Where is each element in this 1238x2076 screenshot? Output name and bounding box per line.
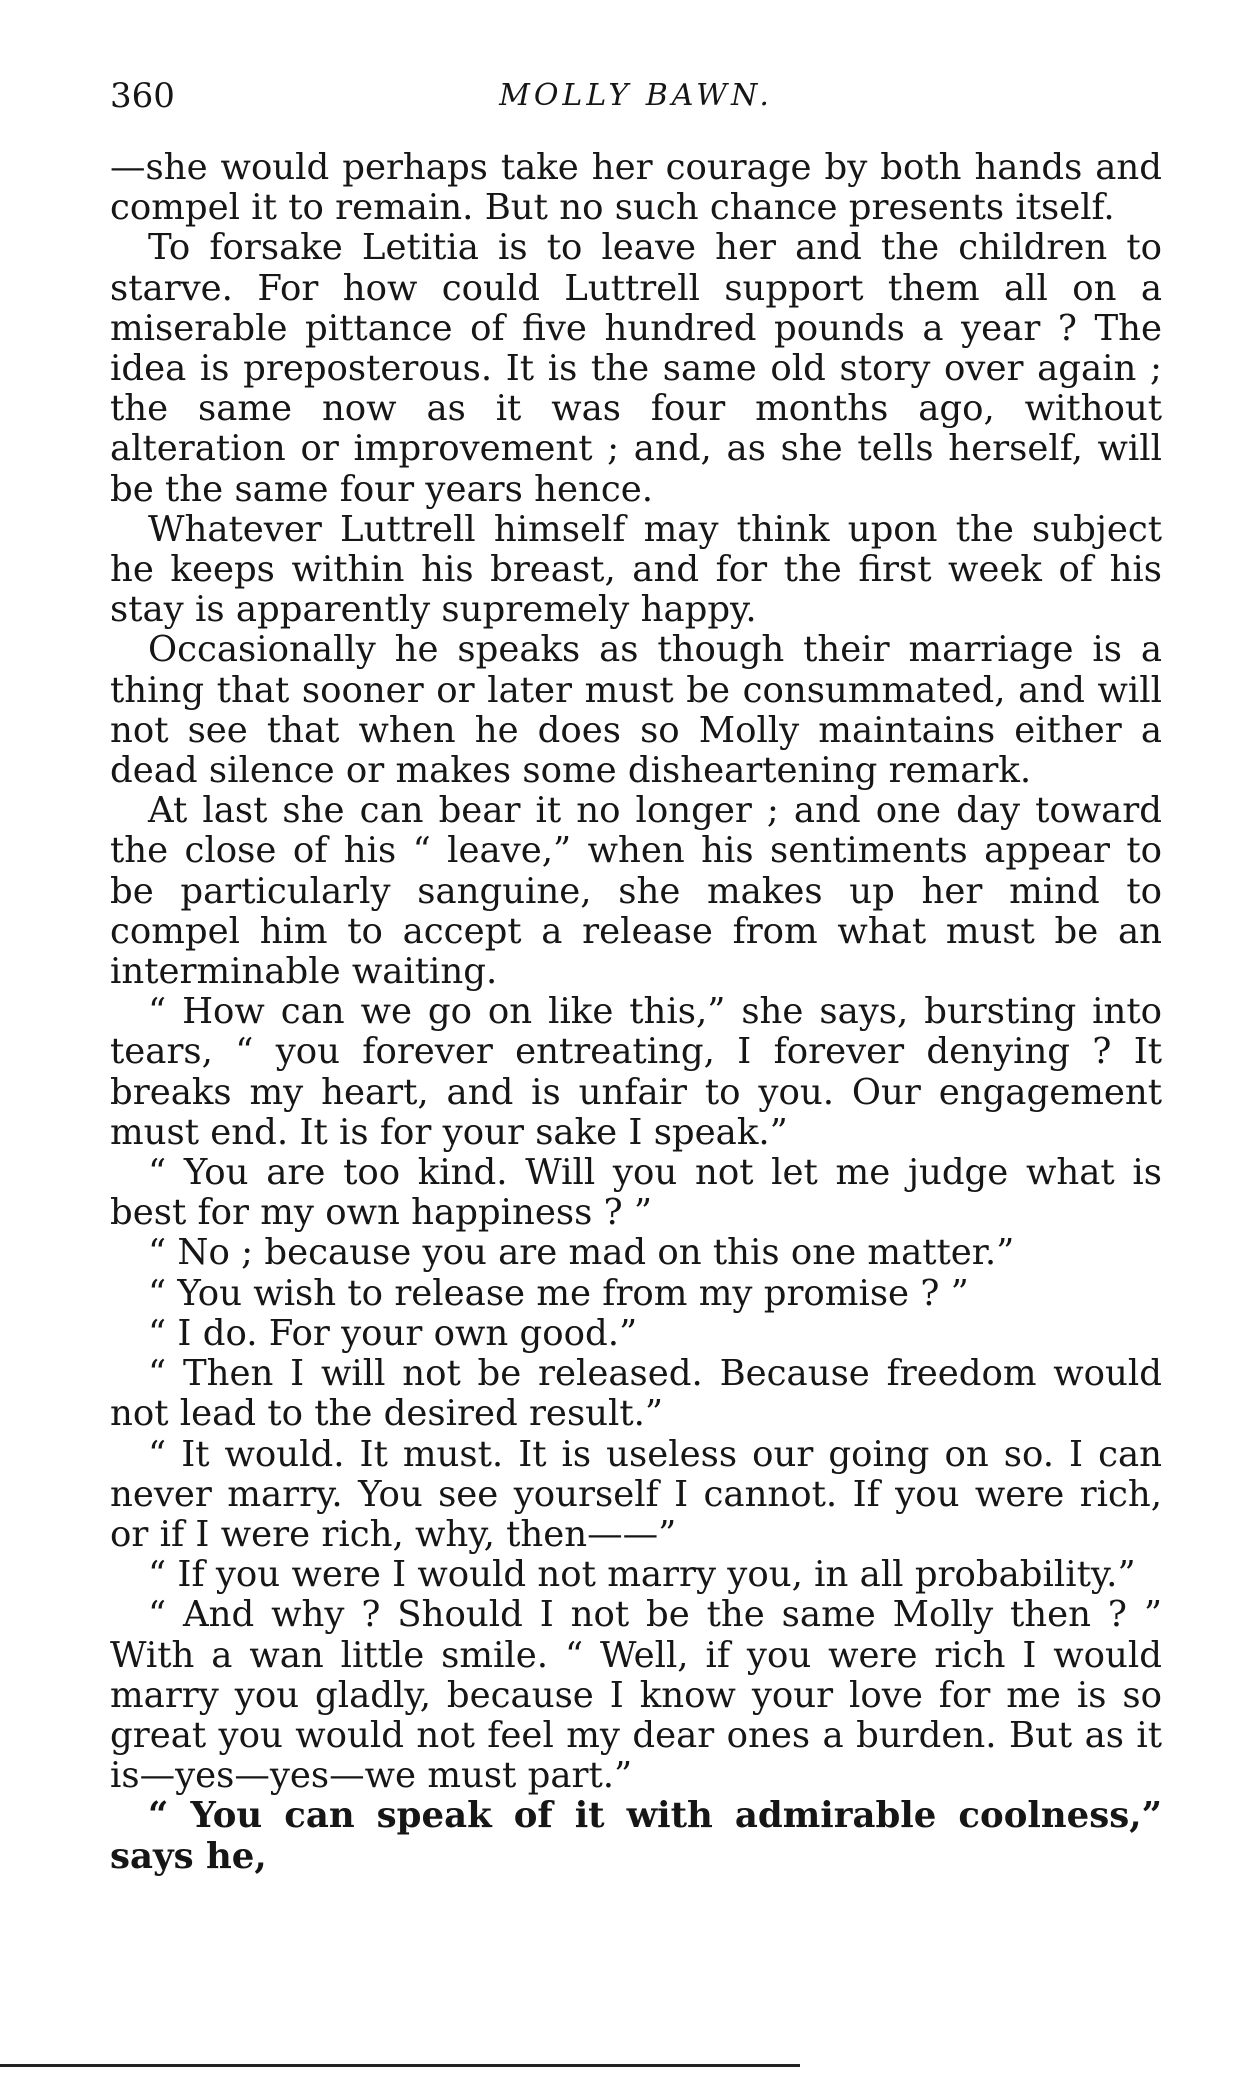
paragraph: Whatever Luttrell himself may think upon the subject he keeps within his breast, and for the first week of his stay is apparently supremely happy. xyxy=(110,508,1162,631)
paragraph: “ You wish to release me from my promise ? ” xyxy=(148,1272,969,1314)
paragraph: At last she can bear it no longer ; and one day toward the close of his “ leave,” when his sentiments appear to be particularly sanguine, she makes up her mind to compel him to accept a release from what must be an interminable waiting. xyxy=(110,790,1162,993)
paragraph: “ You can speak of it with admirable coolness,” says he, xyxy=(110,1795,1162,1877)
bottom-rule xyxy=(0,2064,800,2067)
paragraph: Occasionally he speaks as though their marriage is a thing that sooner or later must be consummated, and will not see that when he does so Molly maintains either a dead silence or makes some disheartening remark. xyxy=(110,629,1162,792)
paragraph: “ I do. For your own good.” xyxy=(148,1312,638,1354)
body-text xyxy=(110,148,1162,1877)
paragraph: “ It would. It must. It is useless our going on so. I can never marry. You see yourself I cannot. If you were rich, or if I were rich, why, then——” xyxy=(110,1433,1162,1555)
paragraph: “ How can we go on like this,” she says, bursting into tears, “ you forever entreating, I forever denying ? It breaks my heart, and is unfair to you. Our engagement must end. It is for your sake I speak.” xyxy=(110,991,1162,1153)
paragraph: “ Then I will not be released. Because freedom would not lead to the desired result.” xyxy=(110,1353,1162,1435)
page-number: 360 xyxy=(110,76,175,116)
page-header xyxy=(110,68,1162,128)
paragraph: “ If you were I would not marry you, in all probability.” xyxy=(148,1554,1136,1596)
paragraph: “ And why ? Should I not be the same Molly then ? ” With a wan little smile. “ Well, if you were rich I would marry you gladly, because I know your love for me is so great you would not feel my dear ones a burden. But as it is—yes—yes—we must part.” xyxy=(110,1594,1162,1797)
paragraph: To forsake Letitia is to leave her and the children to starve. For how could Luttrell support them all on a miserable pittance of five hundred pounds a year ? The idea is preposterous. It is the same old story over again ; the same now as it was four months ago, without alteration or improvement ; and, as she tells herself, will be the same four years hence. xyxy=(110,227,1162,510)
paragraph: “ No ; because you are mad on this one matter.” xyxy=(148,1232,1015,1274)
running-title: MOLLY BAWN. xyxy=(499,78,773,113)
paragraph: —she would perhaps take her courage by both hands and compel it to remain. But no such chance presents itself. xyxy=(110,147,1162,229)
paragraph: “ You are too kind. Will you not let me judge what is best for my own happiness ? ” xyxy=(110,1152,1162,1234)
